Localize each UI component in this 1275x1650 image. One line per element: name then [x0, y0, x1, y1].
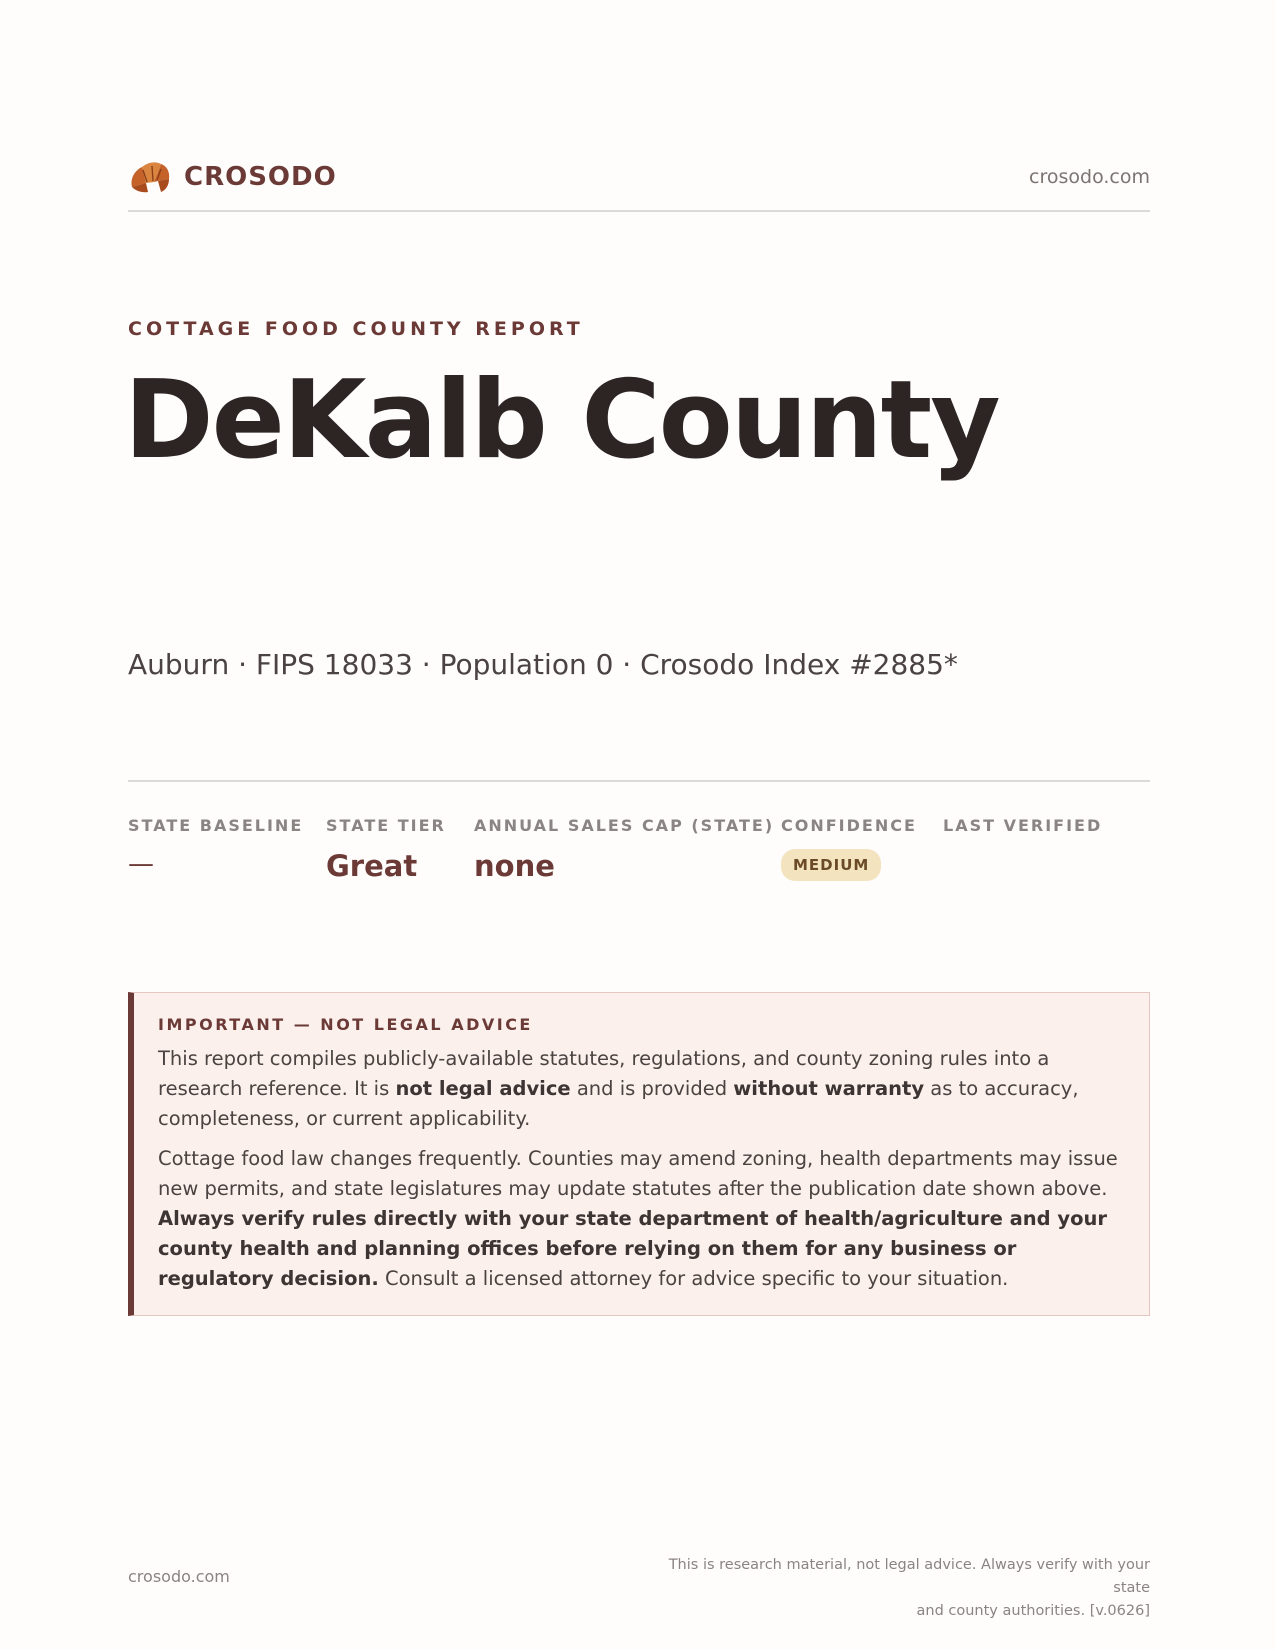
header-site-link[interactable]: crosodo.com	[1029, 166, 1150, 188]
footer-disclaimer-line: and county authorities. [v.0626]	[916, 1603, 1150, 1619]
brand-logo[interactable]	[128, 157, 337, 197]
stat-state-tier	[326, 816, 446, 883]
legal-notice	[128, 992, 1150, 1316]
footer-disclaimer	[630, 1554, 1150, 1623]
county-meta-line: Auburn · FIPS 18033 · Population 0 · Crosodo Index #2885*	[128, 648, 958, 681]
footer-site-link[interactable]: crosodo.com	[128, 1567, 230, 1586]
stat-annual-sales-cap	[474, 816, 774, 883]
stat-confidence	[781, 816, 917, 881]
confidence-badge: MEDIUM	[781, 849, 881, 881]
stat-value: —	[128, 849, 154, 879]
page-header	[128, 157, 1150, 197]
stat-label: ANNUAL SALES CAP (STATE)	[474, 816, 775, 835]
stat-label: STATE TIER	[326, 816, 446, 835]
header-divider	[128, 210, 1150, 212]
report-kicker: COTTAGE FOOD COUNTY REPORT	[128, 318, 584, 340]
footer-disclaimer-line: This is research material, not legal advice. Always verify with your state	[668, 1557, 1150, 1596]
stat-value: Great	[326, 849, 418, 883]
notice-paragraph-2: Cottage food law changes frequently. Counties may amend zoning, health departments may issue new permits, and state legislatures may update statutes after the publication date shown above. Always verify rules directly with your state department of health/agriculture and your county health and planning offices before relying on them for any business or regulatory decision. Consult a licensed attorney for advice specific to your situation.	[158, 1147, 1118, 1290]
stat-value: none	[474, 849, 555, 883]
report-page	[124, 0, 1150, 1650]
stat-label: CONFIDENCE	[781, 816, 917, 835]
stat-label: LAST VERIFIED	[943, 816, 1103, 835]
stat-state-baseline	[128, 816, 303, 879]
croissant-icon	[128, 157, 172, 197]
stats-divider	[128, 780, 1150, 782]
notice-title: IMPORTANT — NOT LEGAL ADVICE	[158, 1015, 533, 1034]
notice-paragraph-1: This report compiles publicly-available statutes, regulations, and county zoning rules into a research reference. It is not legal advice and is provided without warranty as to accuracy, completeness, or current applicability.	[158, 1047, 1079, 1130]
stat-label: STATE BASELINE	[128, 816, 304, 835]
stat-last-verified	[943, 816, 1102, 849]
page-title: DeKalb County	[124, 358, 999, 483]
brand-name: CROSODO	[184, 162, 337, 192]
